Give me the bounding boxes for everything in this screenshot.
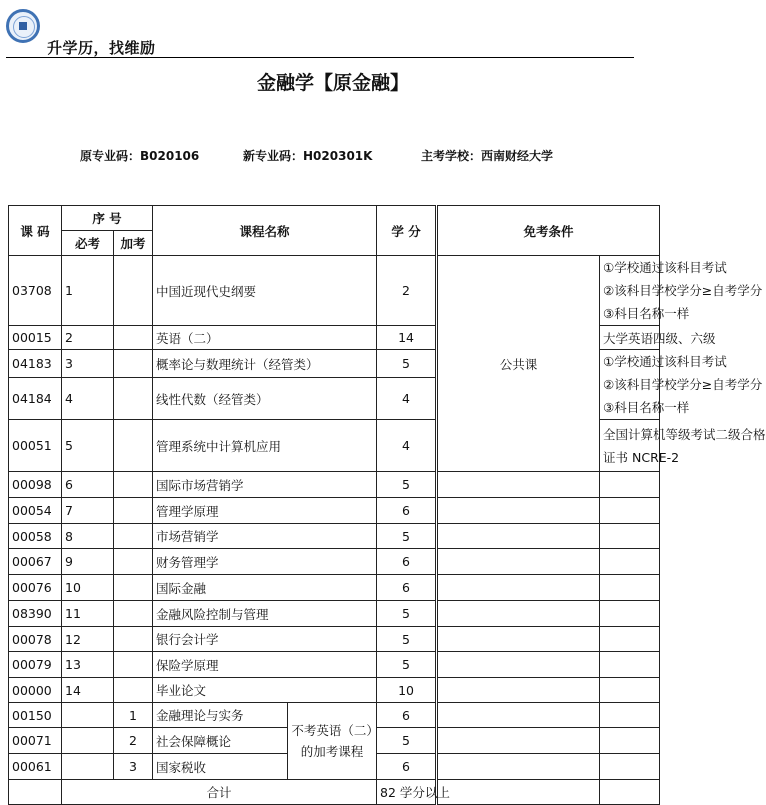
table-row bbox=[9, 678, 660, 703]
required-seq: 8 bbox=[62, 524, 114, 549]
extra-seq bbox=[114, 601, 153, 627]
course-code: 08390 bbox=[9, 601, 62, 627]
course-code: 00061 bbox=[9, 754, 62, 780]
course-code: 00054 bbox=[9, 498, 62, 524]
header-credit: 学 分 bbox=[377, 206, 437, 256]
extra-seq: 3 bbox=[114, 754, 153, 780]
extra-seq bbox=[114, 652, 153, 678]
extra-seq bbox=[114, 524, 153, 549]
required-seq bbox=[62, 728, 114, 754]
extra-seq bbox=[114, 326, 153, 350]
course-credit: 5 bbox=[377, 728, 437, 754]
header-divider bbox=[6, 57, 634, 58]
table-row bbox=[9, 627, 660, 652]
page-title: 金融学【原金融】 bbox=[256, 72, 409, 94]
empty-cell bbox=[437, 703, 600, 728]
header-course-name: 课程名称 bbox=[153, 206, 377, 256]
course-credit: 5 bbox=[377, 627, 437, 652]
required-seq: 14 bbox=[62, 678, 114, 703]
exemption-condition bbox=[600, 754, 660, 780]
extra-seq: 1 bbox=[114, 703, 153, 728]
extra-seq bbox=[114, 378, 153, 420]
header-required: 必考 bbox=[62, 231, 114, 256]
course-credit: 14 bbox=[377, 326, 437, 350]
total-label: 合计 bbox=[62, 780, 377, 805]
course-code: 00098 bbox=[9, 472, 62, 498]
empty-cell bbox=[600, 780, 660, 805]
exemption-condition bbox=[600, 498, 660, 524]
required-seq: 11 bbox=[62, 601, 114, 627]
condition-line: ③科目名称一样 bbox=[603, 400, 690, 415]
course-code: 00076 bbox=[9, 575, 62, 601]
course-code: 00071 bbox=[9, 728, 62, 754]
course-name: 管理系统中计算机应用 bbox=[153, 420, 377, 472]
course-code: 00000 bbox=[9, 678, 62, 703]
course-credit: 6 bbox=[377, 498, 437, 524]
required-seq: 5 bbox=[62, 420, 114, 472]
page-header bbox=[0, 0, 666, 62]
course-credit: 5 bbox=[377, 350, 437, 378]
course-code: 00051 bbox=[9, 420, 62, 472]
extra-seq bbox=[114, 575, 153, 601]
course-credit: 6 bbox=[377, 575, 437, 601]
header-code: 课 码 bbox=[9, 206, 62, 256]
exemption-condition bbox=[600, 350, 763, 420]
empty-cell bbox=[437, 678, 600, 703]
course-name: 财务管理学 bbox=[153, 549, 377, 575]
course-credit: 6 bbox=[377, 754, 437, 780]
table-row bbox=[9, 524, 660, 549]
required-seq: 1 bbox=[62, 256, 114, 326]
course-code: 03708 bbox=[9, 256, 62, 326]
empty-cell bbox=[9, 780, 62, 805]
header-row bbox=[9, 206, 660, 231]
required-seq: 13 bbox=[62, 652, 114, 678]
exemption-condition bbox=[600, 524, 660, 549]
course-code: 00150 bbox=[9, 703, 62, 728]
empty-cell bbox=[437, 601, 600, 627]
table-row bbox=[9, 549, 660, 575]
table-row bbox=[9, 498, 660, 524]
total-row bbox=[9, 780, 660, 805]
exemption-condition bbox=[600, 652, 660, 678]
course-name: 国际市场营销学 bbox=[153, 472, 377, 498]
course-name: 英语（二） bbox=[153, 326, 377, 350]
extra-course-note: 不考英语（二）的加考课程 bbox=[288, 703, 377, 780]
table-row bbox=[9, 652, 660, 678]
table-row bbox=[9, 601, 660, 627]
course-name: 管理学原理 bbox=[153, 498, 377, 524]
table-row bbox=[9, 472, 660, 498]
exemption-condition bbox=[600, 601, 660, 627]
course-credit: 5 bbox=[377, 524, 437, 549]
exemption-condition bbox=[600, 678, 660, 703]
course-name: 毕业论文 bbox=[153, 678, 377, 703]
host-school: 主考学校：西南财经大学 bbox=[421, 149, 554, 163]
exemption-condition bbox=[600, 256, 763, 326]
exemption-condition: 大学英语四级、六级 bbox=[600, 326, 660, 350]
exemption-condition bbox=[600, 549, 660, 575]
course-name: 金融理论与实务 bbox=[153, 703, 288, 728]
empty-cell bbox=[437, 780, 600, 805]
course-credit: 4 bbox=[377, 378, 437, 420]
course-credit: 6 bbox=[377, 703, 437, 728]
extra-seq bbox=[114, 256, 153, 326]
extra-seq bbox=[114, 420, 153, 472]
extra-seq bbox=[114, 549, 153, 575]
extra-seq bbox=[114, 498, 153, 524]
condition-line: ②该科目学校学分≥自考学分 bbox=[603, 283, 763, 298]
course-code: 00058 bbox=[9, 524, 62, 549]
extra-seq bbox=[114, 678, 153, 703]
total-value: 82 学分以上 bbox=[377, 780, 437, 805]
required-seq: 10 bbox=[62, 575, 114, 601]
extra-seq bbox=[114, 472, 153, 498]
required-seq: 9 bbox=[62, 549, 114, 575]
required-seq: 2 bbox=[62, 326, 114, 350]
exemption-condition bbox=[600, 627, 660, 652]
required-seq bbox=[62, 703, 114, 728]
course-credit: 5 bbox=[377, 652, 437, 678]
required-seq: 6 bbox=[62, 472, 114, 498]
course-name: 国家税收 bbox=[153, 754, 288, 780]
extra-seq bbox=[114, 627, 153, 652]
course-table bbox=[8, 205, 766, 805]
exemption-condition bbox=[600, 728, 660, 754]
school-logo-icon bbox=[6, 9, 40, 43]
empty-cell bbox=[437, 524, 600, 549]
condition-line: ①学校通过该科目考试 bbox=[603, 354, 727, 369]
empty-cell bbox=[437, 575, 600, 601]
course-name: 国际金融 bbox=[153, 575, 377, 601]
empty-cell bbox=[437, 627, 600, 652]
course-code: 00079 bbox=[9, 652, 62, 678]
new-major-code: 新专业码：H020301K bbox=[243, 149, 373, 163]
required-seq bbox=[62, 754, 114, 780]
condition-line: 全国计算机等级考试二级合格 bbox=[603, 426, 766, 442]
course-name: 社会保障概论 bbox=[153, 728, 288, 754]
empty-cell bbox=[437, 652, 600, 678]
extra-seq bbox=[114, 350, 153, 378]
table-row bbox=[9, 703, 660, 728]
course-code: 04184 bbox=[9, 378, 62, 420]
course-name: 市场营销学 bbox=[153, 524, 377, 549]
course-credit: 6 bbox=[377, 549, 437, 575]
table-row bbox=[9, 575, 660, 601]
header-extra: 加考 bbox=[114, 231, 153, 256]
course-name: 中国近现代史纲要 bbox=[153, 256, 377, 326]
header-seq: 序 号 bbox=[62, 206, 153, 231]
course-code: 00078 bbox=[9, 627, 62, 652]
required-seq: 12 bbox=[62, 627, 114, 652]
header-exemption: 免考条件 bbox=[437, 206, 660, 256]
course-credit: 10 bbox=[377, 678, 437, 703]
course-name: 保险学原理 bbox=[153, 652, 377, 678]
header-slogan: 升学历，找维励 bbox=[47, 39, 156, 57]
exemption-condition bbox=[600, 703, 660, 728]
exemption-condition bbox=[600, 575, 660, 601]
exemption-condition bbox=[600, 472, 660, 498]
course-credit: 2 bbox=[377, 256, 437, 326]
course-code: 00067 bbox=[9, 549, 62, 575]
condition-line: ②该科目学校学分≥自考学分 bbox=[603, 377, 763, 392]
course-credit: 5 bbox=[377, 472, 437, 498]
required-seq: 7 bbox=[62, 498, 114, 524]
condition-line: ③科目名称一样 bbox=[603, 306, 690, 321]
course-name: 银行会计学 bbox=[153, 627, 377, 652]
empty-cell bbox=[437, 728, 600, 754]
course-name: 线性代数（经管类） bbox=[153, 378, 377, 420]
public-course-label: 公共课 bbox=[437, 256, 600, 472]
empty-cell bbox=[437, 498, 600, 524]
course-credit: 5 bbox=[377, 601, 437, 627]
required-seq: 3 bbox=[62, 350, 114, 378]
course-name: 概率论与数理统计（经管类） bbox=[153, 350, 377, 378]
condition-line: ①学校通过该科目考试 bbox=[603, 260, 727, 275]
exemption-condition bbox=[600, 420, 766, 472]
table-row bbox=[9, 256, 660, 326]
course-code: 04183 bbox=[9, 350, 62, 378]
old-major-code: 原专业码：B020106 bbox=[80, 149, 200, 163]
empty-cell bbox=[437, 472, 600, 498]
condition-line: 证书 NCRE-2 bbox=[603, 449, 680, 465]
course-credit: 4 bbox=[377, 420, 437, 472]
course-code: 00015 bbox=[9, 326, 62, 350]
required-seq: 4 bbox=[62, 378, 114, 420]
extra-seq: 2 bbox=[114, 728, 153, 754]
course-name: 金融风险控制与管理 bbox=[153, 601, 377, 627]
empty-cell bbox=[437, 549, 600, 575]
empty-cell bbox=[437, 754, 600, 780]
